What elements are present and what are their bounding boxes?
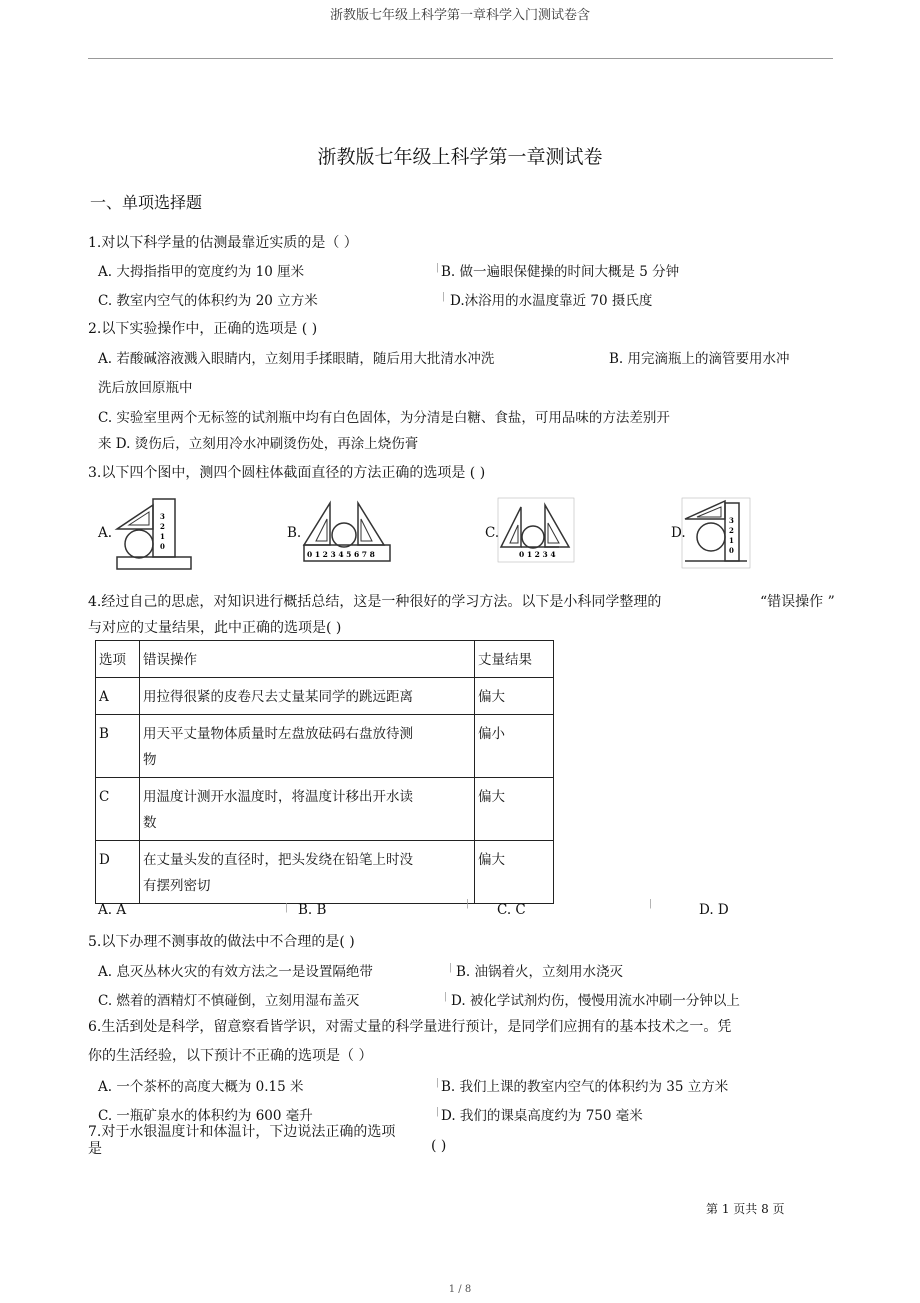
table-cell-option: B — [96, 715, 140, 778]
operation-text: 用拉得很紧的皮卷尺去丈量某同学的跳远距离 — [143, 689, 413, 705]
q5-option-a: A. 息灭丛林火灾的有效方法之一是设置隔绝带 — [98, 964, 373, 980]
operation-text-cont: 物 — [143, 752, 157, 768]
table-cell-operation — [140, 778, 475, 841]
q7-stem-line2: 是 — [88, 1141, 102, 1157]
table-row — [96, 778, 554, 841]
operation-text: 用温度计测开水温度时，将温度计移出开水读 — [143, 789, 413, 805]
table-cell-option: A — [96, 678, 140, 715]
q7-answer-paren: ( ) — [431, 1138, 447, 1154]
table-cell-operation — [140, 841, 475, 904]
q3-label-b: B. — [287, 525, 302, 541]
q5-stem: 5.以下办理不测事故的做法中不合理的是( ) — [88, 934, 355, 950]
ruler-tick-label: 2 — [160, 522, 165, 531]
q3-label-d: D. — [671, 525, 686, 541]
q4-option-b: B. B — [298, 902, 327, 918]
ruler-tick-label: 3 — [729, 516, 734, 525]
page-counter: 1 / 8 — [448, 1284, 472, 1295]
column-tick: | — [649, 899, 653, 909]
table-cell-result: 偏大 — [475, 778, 554, 841]
q3-figure-d — [681, 497, 753, 571]
column-tick: | — [444, 992, 448, 1002]
q1-option-d: D.沐浴用的水温度靠近 70 摄氏度 — [450, 293, 653, 309]
q4-stem-line1: 4.经过自己的思虑，对知识进行概括总结，这是一种很好的学习方法。以下是小科同学整理的 — [88, 594, 662, 610]
column-tick: | — [285, 903, 289, 913]
q1-option-b: B. 做一遍眼保健操的时间大概是 5 分钟 — [441, 264, 680, 280]
table-header-cell: 错误操作 — [140, 641, 475, 678]
ruler-tick-label: 3 — [160, 512, 165, 521]
q3-figure-c — [497, 497, 577, 565]
operation-text: 用天平丈量物体质量时左盘放砝码右盘放待测 — [143, 726, 413, 742]
q2-option-d: 来 D. 烫伤后，立刻用冷水冲刷烫伤处，再涂上烧伤膏 — [98, 436, 419, 452]
operation-text-cont: 数 — [143, 815, 157, 831]
table-row — [96, 678, 554, 715]
q3-figure-b — [302, 497, 392, 565]
q4-option-c: C. C — [497, 902, 526, 918]
ruler-scale-label: 0 1 2 3 4 5 6 7 8 — [307, 550, 375, 559]
ruler-tick-label: 0 — [729, 546, 734, 555]
table-cell-result: 偏大 — [475, 841, 554, 904]
column-tick: | — [449, 963, 453, 973]
q2-option-b-cont: 洗后放回原瓶中 — [98, 380, 193, 396]
ruler-tick-label: 2 — [729, 526, 734, 535]
q2-stem: 2.以下实验操作中，正确的选项是 ( ) — [88, 321, 318, 337]
column-tick: | — [466, 899, 470, 909]
ruler-tick-label: 1 — [729, 536, 734, 545]
q6-stem-line1: 6.生活到处是科学，留意察看皆学识，对需丈量的科学量进行预计，是同学们应拥有的基本技术之一。凭 — [88, 1019, 732, 1035]
q1-option-c: C. 教室内空气的体积约为 20 立方米 — [98, 293, 318, 309]
ruler-tick-label: 0 — [160, 542, 165, 551]
q5-option-b: B. 油锅着火，立刻用水浇灭 — [456, 964, 624, 980]
operation-text: 在丈量头发的直径时，把头发绕在铅笔上时没 — [143, 852, 413, 868]
q4-stem-line2: 与对应的丈量结果，此中正确的选项是( ) — [88, 620, 342, 636]
q4-option-a: A. A — [98, 902, 127, 918]
q6-option-d: D. 我们的课桌高度约为 750 毫米 — [441, 1108, 643, 1124]
q1-stem: 1.对以下科学量的估测最靠近实质的是（ ） — [88, 235, 358, 251]
q6-option-c: C. 一瓶矿泉水的体积约为 600 毫升 — [98, 1108, 313, 1124]
column-tick: | — [436, 263, 440, 273]
q4-stem-quote: “错误操作 ” — [760, 594, 835, 610]
q2-option-c: C. 实验室里两个无标签的试剂瓶中均有白色固体，为分清是白糖、食盐，可用品味的方法差别开 — [98, 410, 670, 426]
q6-option-a: A. 一个茶杯的高度大概为 0.15 米 — [98, 1079, 304, 1095]
q1-option-a: A. 大拇指指甲的宽度约为 10 厘米 — [98, 264, 305, 280]
table-cell-option: C — [96, 778, 140, 841]
q3-figure-a — [113, 497, 193, 571]
table-cell-operation — [140, 715, 475, 778]
table-header-cell: 丈量结果 — [475, 641, 554, 678]
column-tick: | — [436, 1107, 440, 1117]
page-label: 第 1 页共 8 页 — [706, 1202, 785, 1216]
table-header-cell: 选项 — [96, 641, 140, 678]
q3-label-c: C. — [485, 525, 500, 541]
table-cell-result: 偏小 — [475, 715, 554, 778]
column-tick: | — [442, 292, 446, 302]
table-row — [96, 841, 554, 904]
ruler-tick-label: 1 — [160, 532, 165, 541]
q4-option-d: D. D — [699, 902, 729, 918]
q3-stem: 3.以下四个图中，测四个圆柱体截面直径的方法正确的选项是 ( ) — [88, 465, 486, 481]
q6-stem-line2: 你的生活经验，以下预计不正确的选项是（ ） — [88, 1048, 373, 1064]
column-tick: | — [436, 1078, 440, 1088]
doc-title: 浙教版七年级上科学第一章测试卷 — [317, 146, 603, 168]
ruler-scale-label: 0 1 2 3 4 — [519, 550, 556, 559]
section-title: 一、单项选择题 — [90, 193, 203, 212]
table-cell-option: D — [96, 841, 140, 904]
q6-option-b: B. 我们上课的教室内空气的体积约为 35 立方米 — [441, 1079, 729, 1095]
operation-text-cont: 有摆列密切 — [143, 878, 211, 894]
q5-option-c: C. 燃着的酒精灯不慎碰倒，立刻用湿布盖灭 — [98, 993, 360, 1009]
table-row — [96, 715, 554, 778]
table-header-row — [96, 641, 554, 678]
q2-option-a: A. 若酸碱溶液溅入眼睛内，立刻用手揉眼睛，随后用大批清水冲洗 — [98, 351, 495, 367]
table-cell-operation — [140, 678, 475, 715]
running-header: 浙教版七年级上科学第一章科学入门测试卷含 — [329, 8, 590, 23]
q5-option-d: D. 被化学试剂灼伤，慢慢用流水冲刷一分钟以上 — [451, 993, 740, 1009]
q7-stem-line1: 7.对于水银温度计和体温计，下边说法正确的选项 — [88, 1124, 396, 1140]
q3-label-a: A. — [98, 525, 113, 541]
q2-option-b: B. 用完滴瓶上的滴管要用水冲 — [609, 351, 790, 367]
table-cell-result: 偏大 — [475, 678, 554, 715]
header-rule — [88, 58, 833, 59]
q4-table — [95, 640, 554, 904]
